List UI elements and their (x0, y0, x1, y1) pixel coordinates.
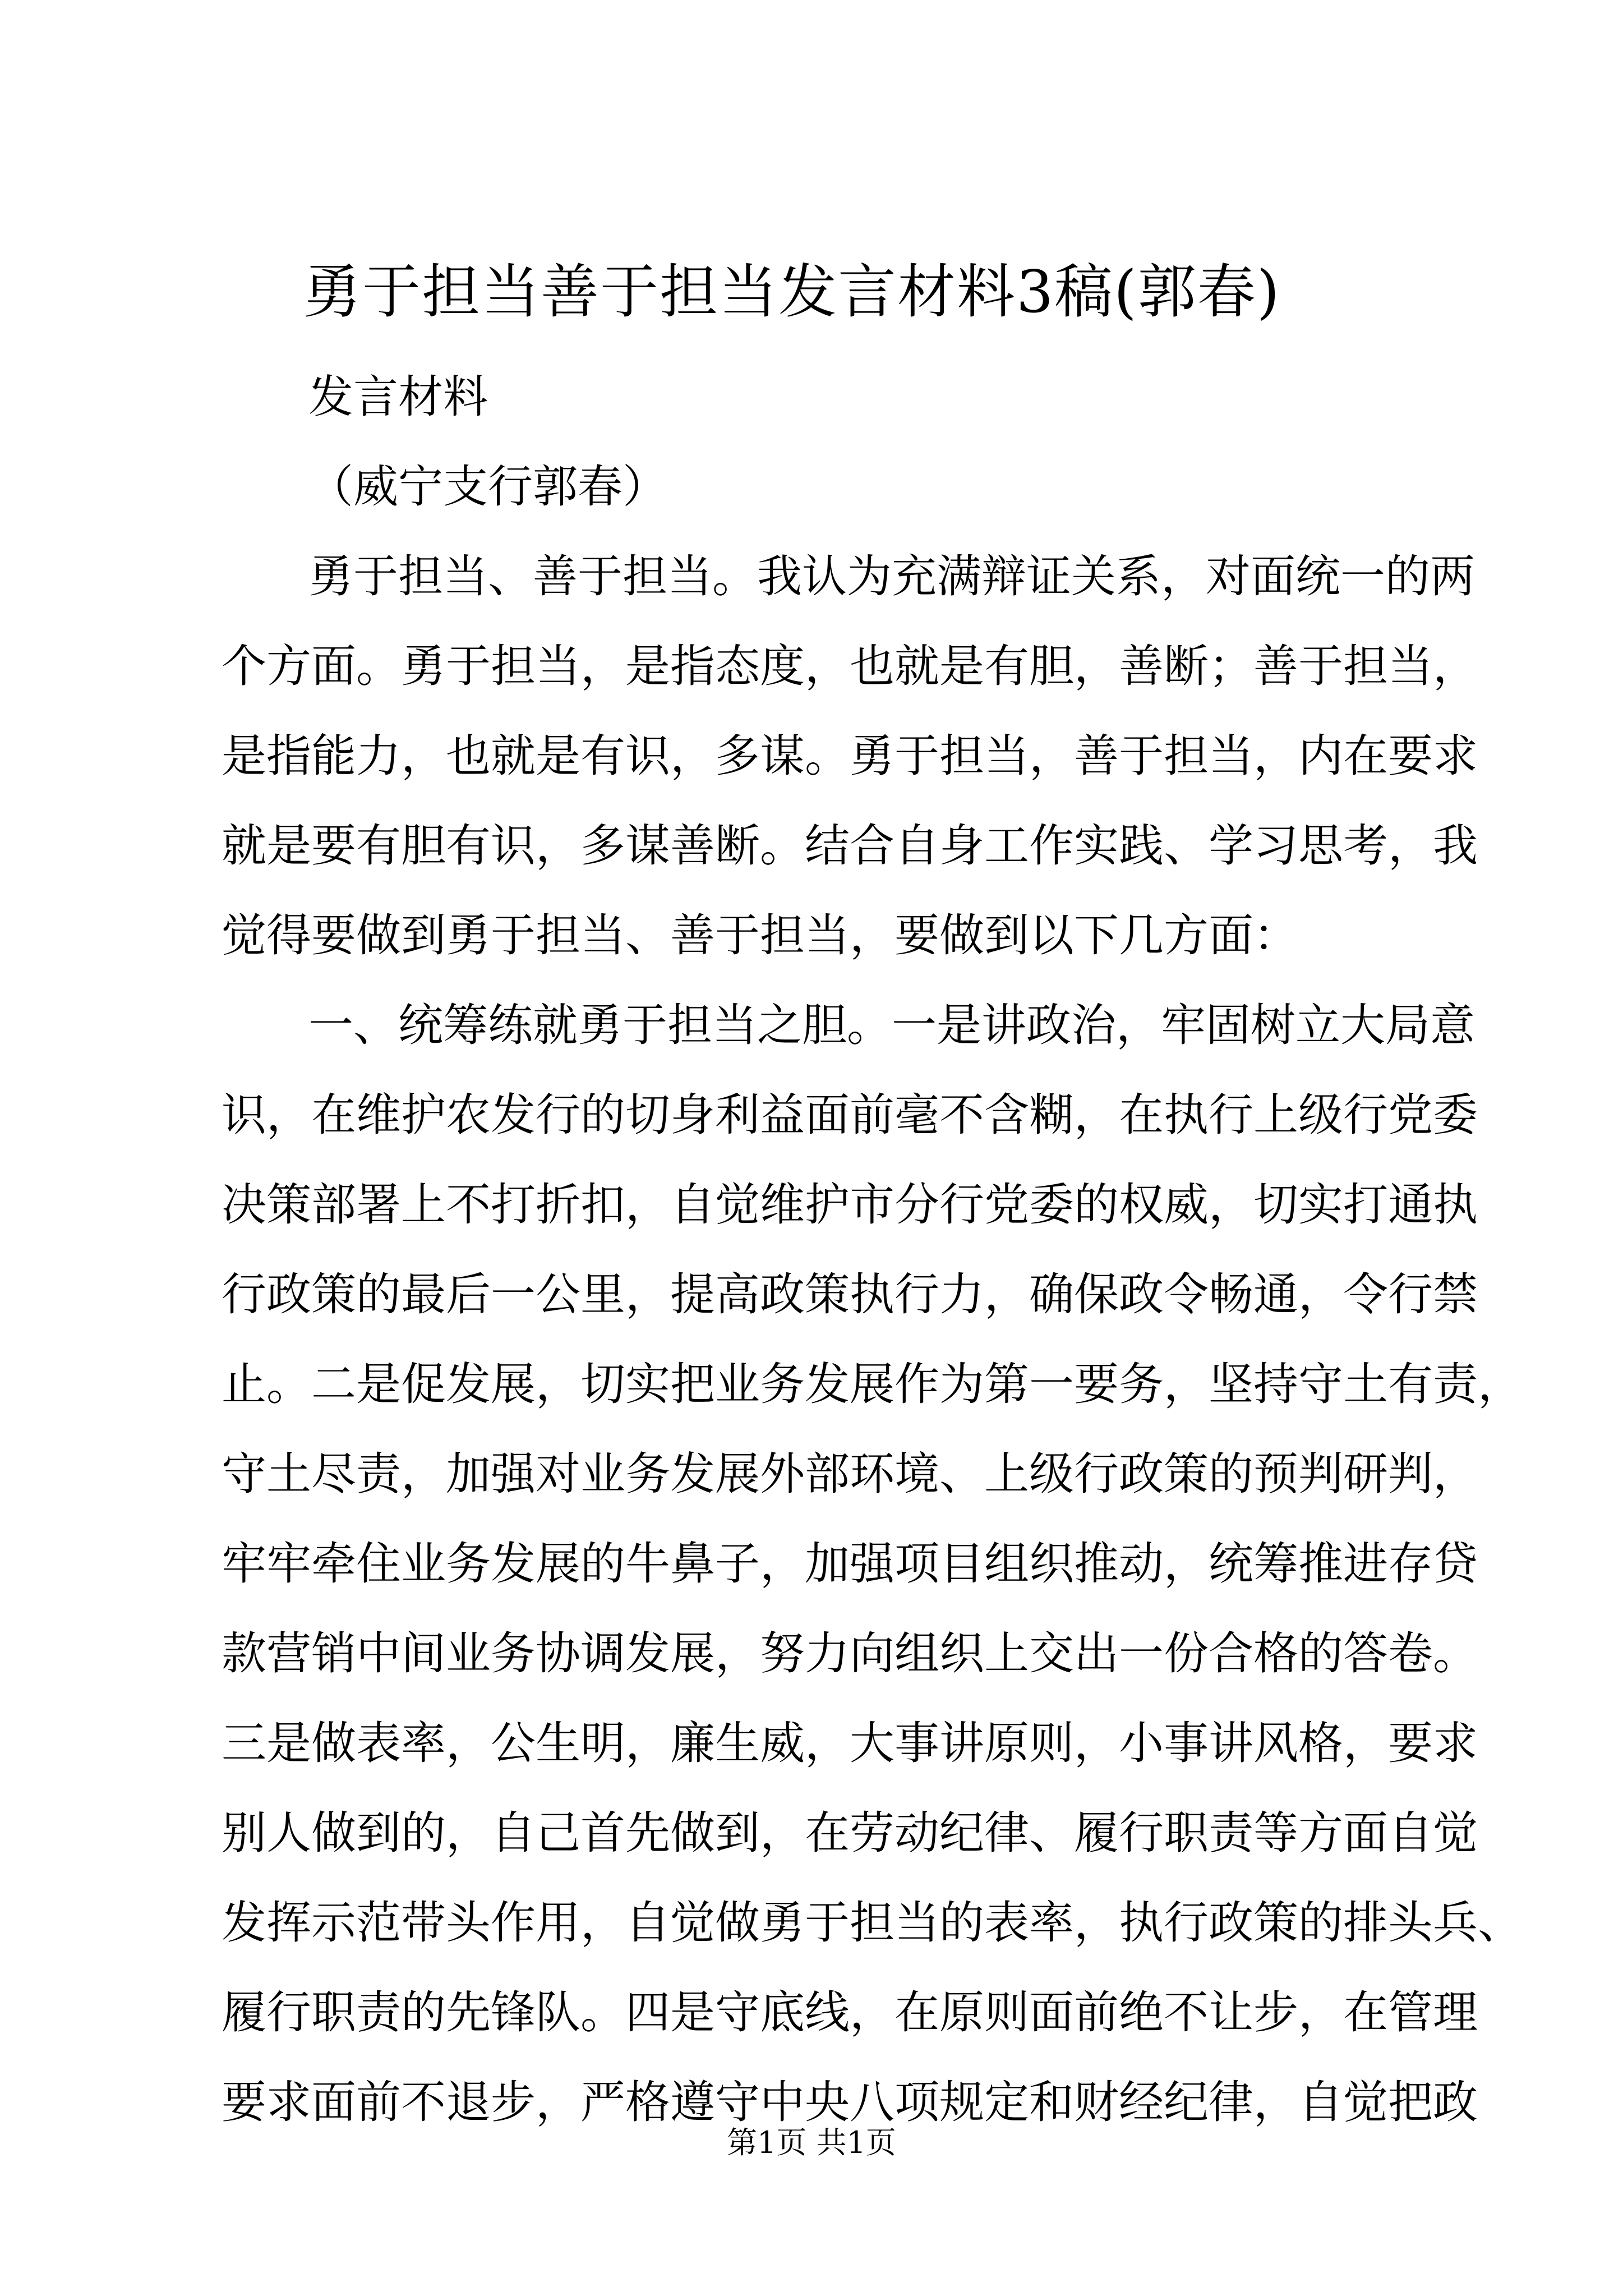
body-line: 守土尽责，加强对业务发展外部环境、上级行政策的预判研判， (222, 1448, 1478, 1500)
body-line: 履行职责的先锋队。四是守底线，在原则面前绝不让步，在管理 (222, 1986, 1478, 2039)
body-line: 发言材料 (308, 371, 488, 423)
body-line: 行政策的最后一公里，提高政策执行力，确保政令畅通，令行禁 (222, 1268, 1478, 1320)
body-line: 牢牢牵住业务发展的牛鼻子，加强项目组织推动，统筹推进存贷 (222, 1538, 1478, 1590)
body-line: 就是要有胆有识，多谋善断。结合自身工作实践、学习思考，我 (222, 820, 1478, 872)
body-line: 要求面前不退步，严格遵守中央八项规定和财经纪律，自觉把政 (222, 2076, 1478, 2128)
page-footer: 第1页 共1页 (727, 2125, 896, 2160)
body-line: 发挥示范带头作用，自觉做勇于担当的表率，执行政策的排头兵、 (222, 1897, 1523, 1949)
body-line: 决策部署上不打折扣，自觉维护市分行党委的权威，切实打通执 (222, 1179, 1478, 1231)
body-line: 觉得要做到勇于担当、善于担当，要做到以下几方面： (222, 909, 1298, 961)
body-line: 款营销中间业务协调发展，努力向组织上交出一份合格的答卷。 (222, 1627, 1478, 1680)
body-line: 识，在维护农发行的切身利益面前毫不含糊，在执行上级行党委 (222, 1089, 1478, 1141)
body-line: （威宁支行郭春） (308, 461, 667, 513)
body-line: 别人做到的，自己首先做到，在劳动纪律、履行职责等方面自觉 (222, 1807, 1478, 1859)
document-body (222, 352, 1523, 2147)
body-line: 一、统筹练就勇于担当之胆。一是讲政治，牢固树立大局意 (308, 999, 1475, 1051)
body-line: 三是做表率，公生明，廉生威，大事讲原则，小事讲风格，要求 (222, 1717, 1478, 1769)
body-line: 个方面。勇于担当，是指态度，也就是有胆，善断；善于担当， (222, 640, 1478, 692)
body-line: 勇于担当、善于担当。我认为充满辩证关系，对面统一的两 (308, 550, 1475, 602)
body-line: 止。二是促发展，切实把业务发展作为第一要务，坚持守土有责， (222, 1358, 1523, 1410)
document-title: 勇于担当善于担当发言材料3稿(郭春) (303, 257, 1281, 326)
body-line: 是指能力，也就是有识，多谋。勇于担当，善于担当，内在要求 (222, 730, 1478, 782)
